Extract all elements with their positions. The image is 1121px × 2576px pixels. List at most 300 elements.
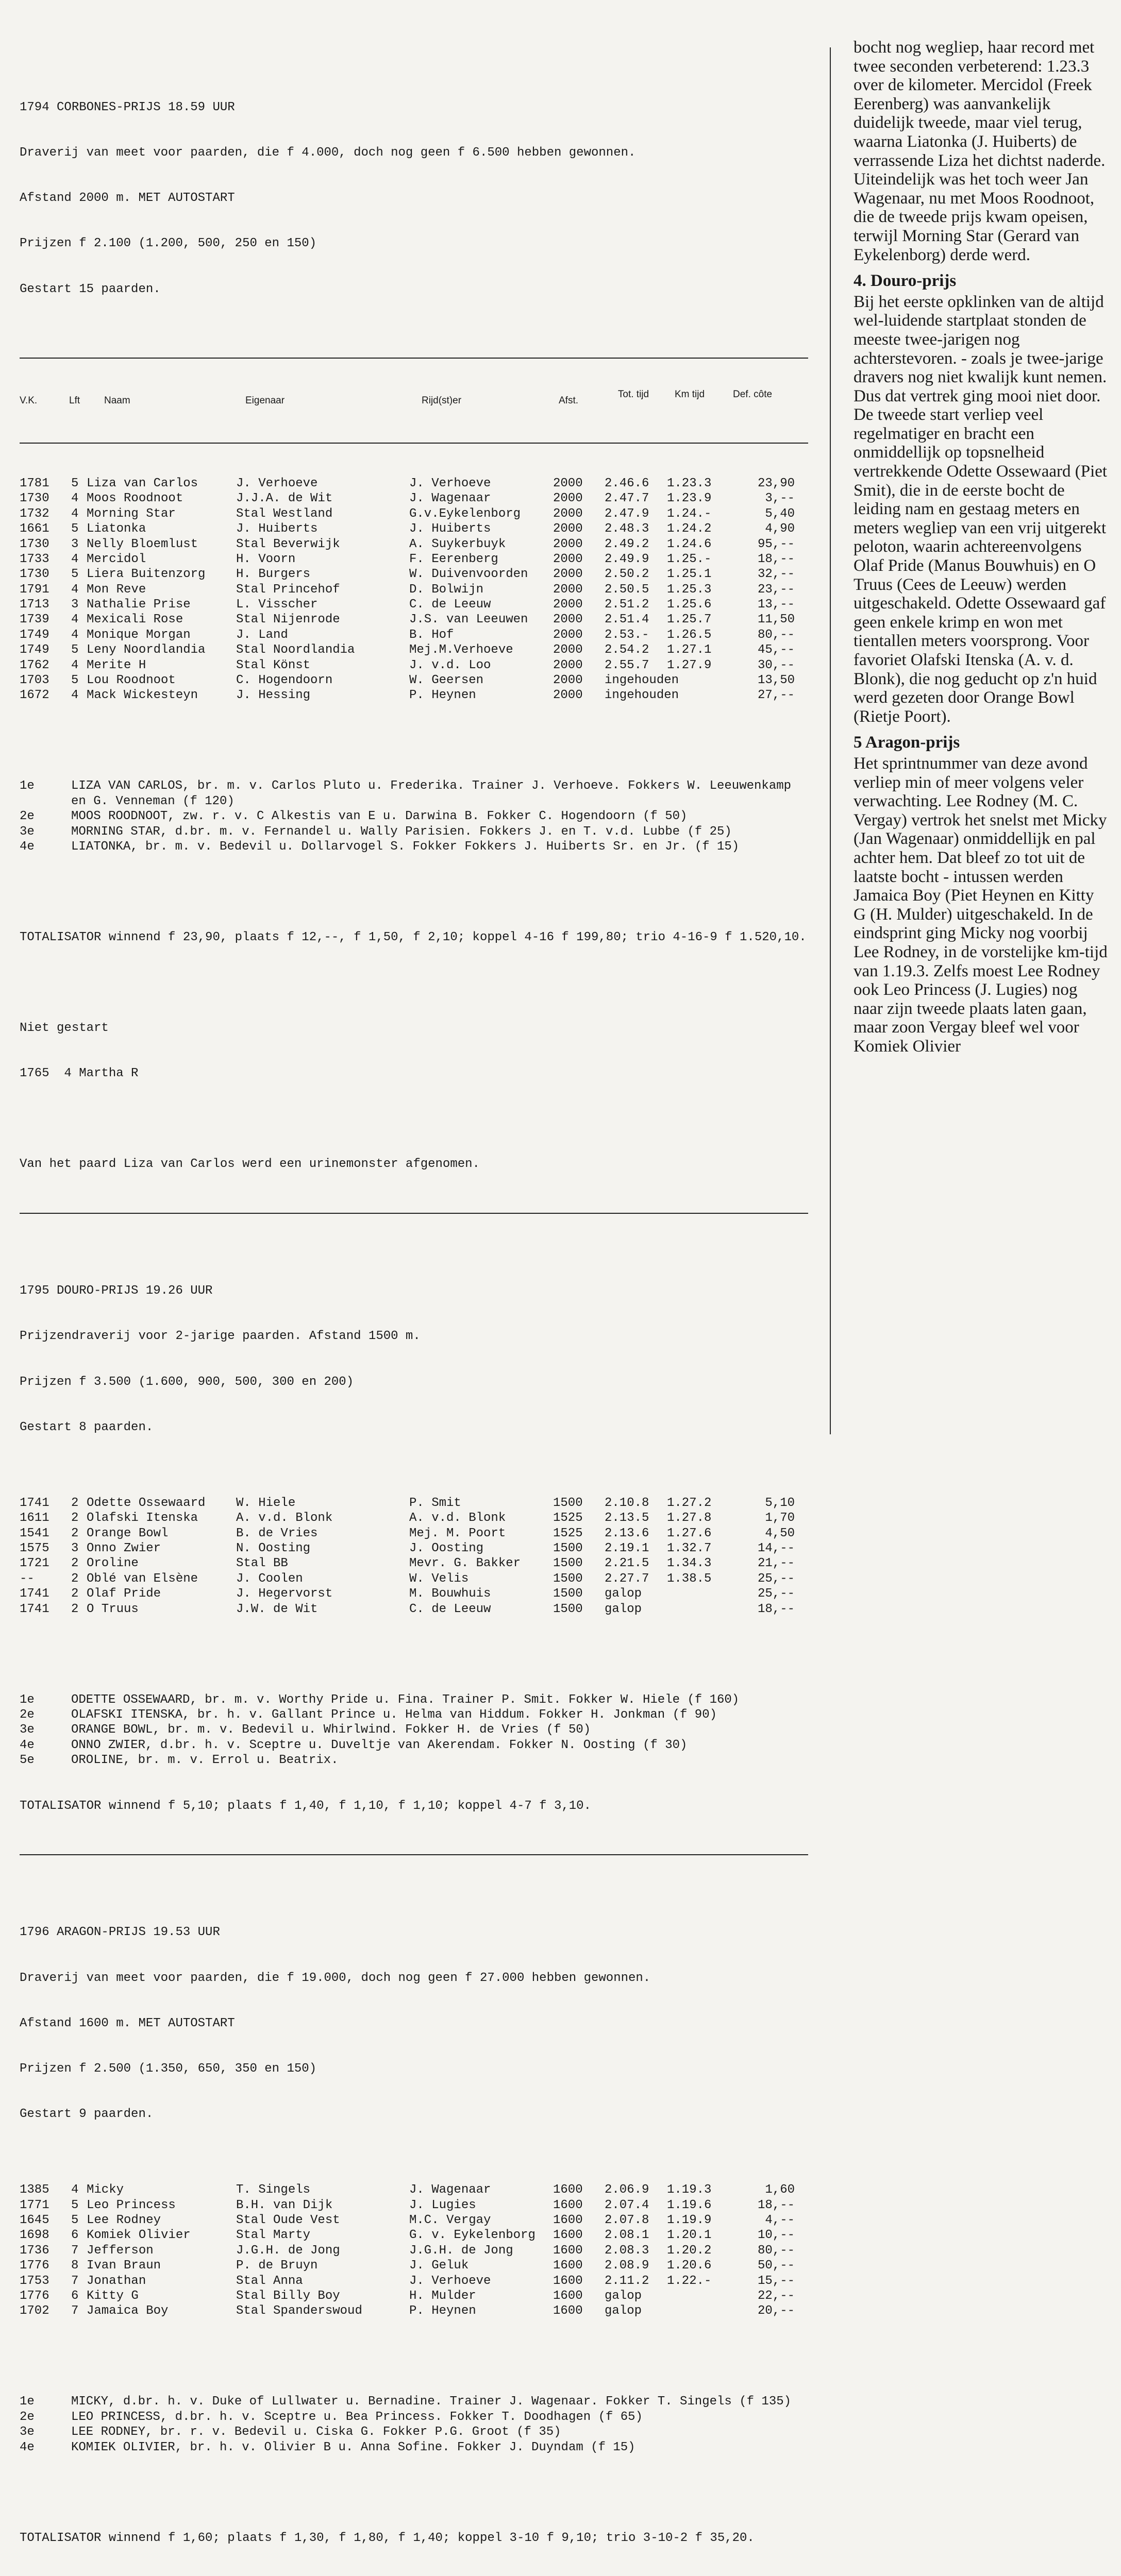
cell-vk: 1721 xyxy=(20,1556,49,1571)
cell-rijder: J.S. van Leeuwen xyxy=(409,612,528,627)
cell-naam: Jonathan xyxy=(87,2274,146,2289)
cell-km-tijd: 1.19.3 xyxy=(667,2182,711,2197)
placing-rank: 1e xyxy=(20,778,71,809)
cell-naam: Oroline xyxy=(87,1556,139,1571)
cell-tot-tijd: galop xyxy=(605,2289,642,2303)
cell-rijder: C. de Leeuw xyxy=(409,1602,491,1617)
cell-def-cote: 3,-- xyxy=(731,491,795,506)
spacer xyxy=(20,885,824,900)
results-column xyxy=(20,39,824,2576)
cell-vk: 1781 xyxy=(20,476,49,491)
cell-afst: 2000 xyxy=(553,642,583,657)
cell-afst: 1600 xyxy=(553,2303,583,2318)
placing-rank: 2e xyxy=(20,2410,71,2425)
cell-lft: 2 xyxy=(71,1602,78,1617)
cell-rijder: D. Bolwijn xyxy=(409,582,483,597)
cell-eigenaar: H. Voorn xyxy=(236,552,295,567)
cell-naam: Mack Wickesteyn xyxy=(87,688,198,703)
cell-km-tijd: 1.34.3 xyxy=(667,1556,711,1571)
cell-km-tijd: 1.27.6 xyxy=(667,1526,711,1541)
cell-rijder: G.v.Eykelenborg xyxy=(409,506,521,521)
header-rule xyxy=(20,358,808,359)
cell-afst: 1500 xyxy=(553,1602,583,1617)
cell-vk: 1741 xyxy=(20,1602,49,1617)
cell-vk: 1776 xyxy=(20,2258,49,2273)
cell-tot-tijd: 2.51.4 xyxy=(605,612,649,627)
cell-def-cote: 1,70 xyxy=(731,1511,795,1526)
cell-tot-tijd: 2.10.8 xyxy=(605,1496,649,1511)
cell-eigenaar: Stal Princehof xyxy=(236,582,340,597)
placing-rank: 5e xyxy=(20,1753,71,1768)
cell-afst: 1500 xyxy=(553,1571,583,1586)
placing-entry xyxy=(20,1738,824,1753)
cell-rijder: B. Hof xyxy=(409,628,454,642)
cell-lft: 4 xyxy=(71,612,78,627)
race-distance: Afstand 1600 m. MET AUTOSTART xyxy=(20,2016,824,2031)
race-starters: Gestart 9 paarden. xyxy=(20,2107,824,2122)
cell-def-cote: 95,-- xyxy=(731,537,795,552)
cell-km-tijd: 1.25.3 xyxy=(667,582,711,597)
table-row xyxy=(20,2198,824,2213)
cell-afst: 1600 xyxy=(553,2258,583,2273)
cell-naam: Mercidol xyxy=(87,552,146,567)
placing-description: MOOS ROODNOOT, zw. r. v. C Alkestis van E u. Darwina B. Fokker C. Hogendoorn (f 50) xyxy=(71,809,813,824)
cell-tot-tijd: 2.08.1 xyxy=(605,2228,649,2243)
race-distance: Afstand 2000 m. MET AUTOSTART xyxy=(20,191,824,206)
table-row xyxy=(20,688,824,703)
cell-tot-tijd: 2.07.4 xyxy=(605,2198,649,2213)
cell-rijder: Mevr. G. Bakker xyxy=(409,1556,521,1571)
cell-lft: 7 xyxy=(71,2243,78,2258)
col-tot-tijd: Tot. tijd xyxy=(615,389,651,400)
cell-lft: 4 xyxy=(71,582,78,597)
cell-naam: Onno Zwier xyxy=(87,1541,161,1556)
cell-eigenaar: Stal Noordlandia xyxy=(236,642,355,657)
cell-lft: 2 xyxy=(71,1496,78,1511)
cell-afst: 1525 xyxy=(553,1526,583,1541)
cell-afst: 1600 xyxy=(553,2274,583,2289)
cell-def-cote: 23,-- xyxy=(731,582,795,597)
cell-lft: 4 xyxy=(71,688,78,703)
cell-afst: 1600 xyxy=(553,2182,583,2197)
cell-vk: 1661 xyxy=(20,521,49,536)
placing-rank: 3e xyxy=(20,824,71,839)
cell-km-tijd: 1.27.9 xyxy=(667,658,711,673)
cell-rijder: G. v. Eykelenborg xyxy=(409,2228,536,2243)
placing-entry xyxy=(20,2425,824,2439)
cell-tot-tijd: 2.55.7 xyxy=(605,658,649,673)
spacer xyxy=(20,975,824,990)
placing-entry xyxy=(20,1722,824,1737)
race-note: Van het paard Liza van Carlos werd een urinemonster afgenomen. xyxy=(20,1157,824,1172)
placings-list xyxy=(20,2394,824,2455)
cell-def-cote: 10,-- xyxy=(731,2228,795,2243)
table-row xyxy=(20,2274,824,2289)
cell-eigenaar: C. Hogendoorn xyxy=(236,673,332,688)
cell-km-tijd: 1.25.- xyxy=(667,552,711,567)
cell-afst: 2000 xyxy=(553,506,583,521)
cell-naam: Liza van Carlos xyxy=(87,476,198,491)
table-row xyxy=(20,1556,824,1571)
placing-description: LIZA VAN CARLOS, br. m. v. Carlos Pluto u. Frederika. Trainer J. Verhoeve. Fokkers W. Leeuwenkamp en G. Venneman (f 120) xyxy=(71,778,813,809)
cell-def-cote: 50,-- xyxy=(731,2258,795,2273)
cell-lft: 5 xyxy=(71,2198,78,2213)
cell-eigenaar: J. Hessing xyxy=(236,688,310,703)
placing-rank: 4e xyxy=(20,1738,71,1753)
cell-rijder: J. Oosting xyxy=(409,1541,483,1556)
cell-def-cote: 32,-- xyxy=(731,567,795,582)
cell-naam: Nathalie Prise xyxy=(87,597,191,612)
cell-naam: Ivan Braun xyxy=(87,2258,161,2273)
cell-km-tijd: 1.24.- xyxy=(667,506,711,521)
cell-naam: Jamaica Boy xyxy=(87,2303,168,2318)
cell-naam: Jefferson xyxy=(87,2243,154,2258)
cell-lft: 5 xyxy=(71,521,78,536)
spacer xyxy=(20,1647,824,1662)
cell-eigenaar: Stal Nijenrode xyxy=(236,612,340,627)
placing-entry xyxy=(20,809,824,824)
cell-lft: 7 xyxy=(71,2303,78,2318)
header-rule-bottom xyxy=(20,443,808,444)
totalisator: TOTALISATOR winnend f 5,10; plaats f 1,40, f 1,10, f 1,10; koppel 4-7 f 3,10. xyxy=(20,1799,824,1814)
cell-lft: 2 xyxy=(71,1571,78,1586)
table-row xyxy=(20,2243,824,2258)
col-eigenaar: Eigenaar xyxy=(245,396,285,406)
cell-naam: Liatonka xyxy=(87,521,146,536)
placing-rank: 2e xyxy=(20,809,71,824)
cell-vk: 1739 xyxy=(20,612,49,627)
cell-afst: 2000 xyxy=(553,597,583,612)
cell-afst: 2000 xyxy=(553,476,583,491)
cell-vk: 1611 xyxy=(20,1511,49,1526)
race-conditions: Prijzendraverij voor 2-jarige paarden. Afstand 1500 m. xyxy=(20,1329,824,1344)
subheading-douro-prijs: 4. Douro-prijs xyxy=(854,272,1110,291)
cell-vk: 1385 xyxy=(20,2182,49,2197)
cell-eigenaar: T. Singels xyxy=(236,2182,310,2197)
cell-lft: 5 xyxy=(71,567,78,582)
cell-eigenaar: J. Verhoeve xyxy=(236,476,317,491)
race-prizes: Prijzen f 3.500 (1.600, 900, 500, 300 en 200) xyxy=(20,1375,824,1389)
cell-eigenaar: N. Oosting xyxy=(236,1541,310,1556)
cell-km-tijd: 1.25.1 xyxy=(667,567,711,582)
cell-vk: 1713 xyxy=(20,597,49,612)
table-row xyxy=(20,2182,824,2197)
table-row xyxy=(20,1571,824,1586)
cell-rijder: J. Verhoeve xyxy=(409,476,491,491)
cell-km-tijd: 1.32.7 xyxy=(667,1541,711,1556)
cell-afst: 1500 xyxy=(553,1586,583,1601)
race-header xyxy=(20,1253,824,1465)
cell-lft: 5 xyxy=(71,476,78,491)
cell-tot-tijd: ingehouden xyxy=(605,673,679,688)
placing-entry xyxy=(20,1753,824,1768)
cell-eigenaar: Stal Marty xyxy=(236,2228,310,2243)
cell-afst: 1600 xyxy=(553,2228,583,2243)
cell-eigenaar: J. Hegervorst xyxy=(236,1586,332,1601)
cell-vk: 1575 xyxy=(20,1541,49,1556)
cell-afst: 2000 xyxy=(553,688,583,703)
placing-rank: 3e xyxy=(20,1722,71,1737)
cell-afst: 2000 xyxy=(553,673,583,688)
cell-km-tijd: 1.23.3 xyxy=(667,476,711,491)
cell-tot-tijd: 2.54.2 xyxy=(605,642,649,657)
cell-vk: 1741 xyxy=(20,1496,49,1511)
cell-def-cote: 27,-- xyxy=(731,688,795,703)
cell-tot-tijd: 2.13.6 xyxy=(605,1526,649,1541)
col-afst: Afst. xyxy=(559,396,578,406)
subheading-aragon-prijs: 5 Aragon-prijs xyxy=(854,733,1110,752)
cell-lft: 3 xyxy=(71,597,78,612)
cell-eigenaar: J.W. de Wit xyxy=(236,1602,317,1617)
cell-lft: 4 xyxy=(71,2182,78,2197)
cell-vk: -- xyxy=(20,1571,35,1586)
cell-km-tijd: 1.27.1 xyxy=(667,642,711,657)
cell-km-tijd: 1.22.- xyxy=(667,2274,711,2289)
article-paragraph: Het sprintnummer van deze avond verliep min of meer volgens veler verwachting. Lee Rodney (M. C. Vergay) vertrok het snelst met Micky (Jan Wagenaar) onmiddellijk en pal achter hem. Dat bleef zo tot uit de laatste bocht - intussen werden Jamaica Boy (Piet Heynen en Kitty G (H. Mulder) uitgeschakeld. In de eindsprint ging Micky nog voorbij Lee Rodney, in de vorstelijke km-tijd van 1.19.3. Zelfs moest Lee Rodney ook Leo Princess (J. Lugies) nog naar zijn tweede plaats laten gaan, maar zoon Vergay bleef wel voor Komiek Olivier xyxy=(854,754,1110,1056)
placing-description: OLAFSKI ITENSKA, br. h. v. Gallant Prince u. Helma van Hiddum. Fokker H. Jonkman (f 90) xyxy=(71,1707,813,1722)
cell-tot-tijd: 2.47.7 xyxy=(605,491,649,506)
table-row xyxy=(20,658,824,673)
race-douro-prijs xyxy=(20,1223,824,1844)
placing-description: ORANGE BOWL, br. m. v. Bedevil u. Whirlwind. Fokker H. de Vries (f 50) xyxy=(71,1722,813,1737)
cell-eigenaar: Stal Oude Vest xyxy=(236,2213,340,2228)
cell-vk: 1730 xyxy=(20,537,49,552)
cell-eigenaar: Stal Beverwijk xyxy=(236,537,340,552)
cell-rijder: A. Suykerbuyk xyxy=(409,537,506,552)
table-row xyxy=(20,582,824,597)
cell-naam: Liera Buitenzorg xyxy=(87,567,205,582)
spacer xyxy=(20,2485,824,2500)
cell-naam: Leo Princess xyxy=(87,2198,176,2213)
cell-naam: Lee Rodney xyxy=(87,2213,161,2228)
placing-rank: 1e xyxy=(20,1692,71,1707)
cell-def-cote: 18,-- xyxy=(731,552,795,567)
table-row xyxy=(20,1586,824,1601)
cell-afst: 2000 xyxy=(553,552,583,567)
cell-def-cote: 14,-- xyxy=(731,1541,795,1556)
placings-list xyxy=(20,1692,824,1768)
table-row xyxy=(20,628,824,642)
cell-naam: Kitty G xyxy=(87,2289,139,2303)
cell-tot-tijd: 2.51.2 xyxy=(605,597,649,612)
cell-lft: 5 xyxy=(71,2213,78,2228)
cell-rijder: J. Wagenaar xyxy=(409,491,491,506)
table-row xyxy=(20,521,824,536)
cell-tot-tijd: 2.50.2 xyxy=(605,567,649,582)
cell-km-tijd: 1.25.6 xyxy=(667,597,711,612)
cell-vk: 1762 xyxy=(20,658,49,673)
cell-eigenaar: L. Visscher xyxy=(236,597,317,612)
placing-description: LIATONKA, br. m. v. Bedevil u. Dollarvogel S. Fokker Fokkers J. Huiberts Sr. en Jr. (f 15) xyxy=(71,839,813,854)
results-table xyxy=(20,2182,824,2319)
cell-afst: 1500 xyxy=(553,1556,583,1571)
cell-vk: 1703 xyxy=(20,673,49,688)
cell-lft: 2 xyxy=(71,1526,78,1541)
cell-tot-tijd: 2.07.8 xyxy=(605,2213,649,2228)
race-prizes: Prijzen f 2.500 (1.350, 650, 350 en 150) xyxy=(20,2061,824,2076)
cell-vk: 1791 xyxy=(20,582,49,597)
cell-km-tijd: 1.25.7 xyxy=(667,612,711,627)
placing-description: LEE RODNEY, br. r. v. Bedevil u. Ciska G. Fokker P.G. Groot (f 35) xyxy=(71,2425,813,2439)
cell-rijder: J.G.H. de Jong xyxy=(409,2243,513,2258)
cell-lft: 6 xyxy=(71,2228,78,2243)
table-row xyxy=(20,2289,824,2303)
cell-tot-tijd: 2.46.6 xyxy=(605,476,649,491)
table-row xyxy=(20,2258,824,2273)
cell-rijder: H. Mulder xyxy=(409,2289,476,2303)
placing-description: LEO PRINCESS, d.br. h. v. Sceptre u. Bea Princess. Fokker T. Doodhagen (f 65) xyxy=(71,2410,813,2425)
cell-def-cote: 11,50 xyxy=(731,612,795,627)
cell-naam: Morning Star xyxy=(87,506,176,521)
cell-lft: 8 xyxy=(71,2258,78,2273)
cell-def-cote: 4,-- xyxy=(731,2213,795,2228)
race-corbones-prijs xyxy=(20,39,824,1202)
placing-description: KOMIEK OLIVIER, br. h. v. Olivier B u. Anna Sofine. Fokker J. Duyndam (f 15) xyxy=(71,2440,813,2455)
article-paragraph: Bij het eerste opklinken van de altijd wel-luidende startplaat stonden de meeste twee-jarigen nog achterstevoren. - zoals je twee-jarige dravers nog niet kwalijk kunt nemen. Dus dat vertrek ging mooi niet door. De tweede start verliep veel regelmatiger en bracht een onmiddellijk op topsnelheid vertrekkende Odette Ossewaard (Piet Smit), die in de eerste bocht de leiding nam en gestaag meters en meters wegliep van een vrij uitgerekt peloton, waarin achtereenvolgens Olaf Pride (Manus Bouwhuis) en O Truus (Cees de Leeuw) werden uitgeschakeld. Odette Ossewaard gaf geen enkele krimp en won met tientallen meters voorsprong. Voor favoriet Olafski Itenska (A. v. d. Blonk), die nog geducht op z'n huid werd gezeten door Orange Bowl (Rietje Poort). xyxy=(854,293,1110,726)
cell-rijder: J. Wagenaar xyxy=(409,2182,491,2197)
race-title: 1794 CORBONES-PRIJS 18.59 UUR xyxy=(20,100,824,115)
cell-def-cote: 1,60 xyxy=(731,2182,795,2197)
cell-vk: 1645 xyxy=(20,2213,49,2228)
table-row xyxy=(20,567,824,582)
placing-description: MORNING STAR, d.br. m. v. Fernandel u. Wally Parisien. Fokkers J. en T. v.d. Lubbe (f 25) xyxy=(71,824,813,839)
article-paragraph: bocht nog wegliep, haar record met twee seconden verbeterend: 1.23.3 over de kilometer. Mercidol (Freek Eerenberg) was aanvankelijk duidelijk tweede, maar viel terug, waarna Liatonka (J. Huiberts) de verrassende Liza het dichtst naderde. Uiteindelijk was het toch weer Jan Wagenaar, nu met Moos Roodnoot, die de tweede prijs kwam opeisen, terwijl Morning Star (Gerard van Eykelenborg) derde werd. xyxy=(854,38,1110,264)
race-conditions: Draverij van meet voor paarden, die f 4.000, doch nog geen f 6.500 hebben gewonnen. xyxy=(20,145,824,160)
cell-def-cote: 80,-- xyxy=(731,628,795,642)
column-headers xyxy=(20,388,824,412)
cell-naam: Orange Bowl xyxy=(87,1526,168,1541)
cell-afst: 2000 xyxy=(553,521,583,536)
cell-afst: 2000 xyxy=(553,567,583,582)
col-def-cote: Def. côte xyxy=(733,389,769,400)
cell-naam: Nelly Bloemlust xyxy=(87,537,198,552)
placing-entry xyxy=(20,2394,824,2409)
table-row xyxy=(20,642,824,657)
cell-def-cote: 13,50 xyxy=(731,673,795,688)
race-title: 1796 ARAGON-PRIJS 19.53 UUR xyxy=(20,1925,824,1940)
totalisator: TOTALISATOR winnend f 23,90, plaats f 12,--, f 1,50, f 2,10; koppel 4-16 f 199,80; trio 4-16-9 f 1.520,10. xyxy=(20,930,824,945)
cell-rijder: F. Eerenberg xyxy=(409,552,498,567)
cell-def-cote: 5,10 xyxy=(731,1496,795,1511)
cell-tot-tijd: 2.27.7 xyxy=(605,1571,649,1586)
cell-def-cote: 21,-- xyxy=(731,1556,795,1571)
cell-tot-tijd: 2.49.9 xyxy=(605,552,649,567)
cell-vk: 1749 xyxy=(20,628,49,642)
cell-def-cote: 25,-- xyxy=(731,1586,795,1601)
cell-naam: Oblé van Elsène xyxy=(87,1571,198,1586)
cell-vk: 1541 xyxy=(20,1526,49,1541)
cell-rijder: J. Huiberts xyxy=(409,521,491,536)
placing-entry xyxy=(20,1692,824,1707)
cell-afst: 2000 xyxy=(553,658,583,673)
cell-rijder: W. Velis xyxy=(409,1571,469,1586)
cell-tot-tijd: 2.47.9 xyxy=(605,506,649,521)
cell-lft: 7 xyxy=(71,2274,78,2289)
cell-lft: 2 xyxy=(71,1586,78,1601)
cell-rijder: P. Heynen xyxy=(409,2303,476,2318)
cell-naam: Odette Ossewaard xyxy=(87,1496,205,1511)
race-header xyxy=(20,1895,824,2153)
cell-rijder: M. Bouwhuis xyxy=(409,1586,491,1601)
cell-eigenaar: J. Huiberts xyxy=(236,521,317,536)
table-row xyxy=(20,506,824,521)
cell-eigenaar: B.H. van Dijk xyxy=(236,2198,332,2213)
placing-rank: 3e xyxy=(20,2425,71,2439)
cell-eigenaar: Stal Könst xyxy=(236,658,310,673)
cell-def-cote: 80,-- xyxy=(731,2243,795,2258)
totalisator: TOTALISATOR winnend f 1,60; plaats f 1,30, f 1,80, f 1,40; koppel 3-10 f 9,10; trio 3-10-2 f 35,20. xyxy=(20,2531,824,2546)
table-row xyxy=(20,552,824,567)
cell-afst: 1500 xyxy=(553,1541,583,1556)
race-aragon-prijs xyxy=(20,1865,824,2576)
cell-lft: 4 xyxy=(71,491,78,506)
cell-def-cote: 20,-- xyxy=(731,2303,795,2318)
results-table xyxy=(20,1496,824,1617)
cell-naam: Moos Roodnoot xyxy=(87,491,183,506)
cell-km-tijd: 1.38.5 xyxy=(667,1571,711,1586)
col-vk: V.K. xyxy=(20,396,37,406)
spacer xyxy=(20,1112,824,1127)
section-divider xyxy=(20,1854,808,1855)
placing-description: OROLINE, br. m. v. Errol u. Beatrix. xyxy=(71,1753,813,1768)
cell-naam: Mon Reve xyxy=(87,582,146,597)
cell-km-tijd: 1.20.1 xyxy=(667,2228,711,2243)
placing-rank: 4e xyxy=(20,839,71,854)
cell-lft: 4 xyxy=(71,552,78,567)
cell-km-tijd: 1.24.6 xyxy=(667,537,711,552)
cell-afst: 2000 xyxy=(553,582,583,597)
cell-tot-tijd: ingehouden xyxy=(605,688,679,703)
cell-vk: 1776 xyxy=(20,2289,49,2303)
cell-def-cote: 13,-- xyxy=(731,597,795,612)
cell-afst: 2000 xyxy=(553,537,583,552)
niet-gestart-label: Niet gestart xyxy=(20,1021,824,1036)
placing-rank: 4e xyxy=(20,2440,71,2455)
cell-def-cote: 4,50 xyxy=(731,1526,795,1541)
cell-rijder: W. Duivenvoorden xyxy=(409,567,528,582)
cell-eigenaar: Stal Spanderswoud xyxy=(236,2303,362,2318)
niet-gestart-entry: 1765 4 Martha R xyxy=(20,1066,824,1081)
cell-eigenaar: J.G.H. de Jong xyxy=(236,2243,340,2258)
placing-entry xyxy=(20,778,824,809)
results-table xyxy=(20,476,824,703)
cell-afst: 2000 xyxy=(553,612,583,627)
cell-km-tijd: 1.19.6 xyxy=(667,2198,711,2213)
cell-tot-tijd: 2.53.- xyxy=(605,628,649,642)
cell-afst: 1525 xyxy=(553,1511,583,1526)
cell-eigenaar: B. de Vries xyxy=(236,1526,317,1541)
cell-vk: 1736 xyxy=(20,2243,49,2258)
cell-vk: 1730 xyxy=(20,567,49,582)
cell-naam: Micky xyxy=(87,2182,124,2197)
cell-eigenaar: J. Coolen xyxy=(236,1571,303,1586)
cell-vk: 1753 xyxy=(20,2274,49,2289)
cell-naam: Olafski Itenska xyxy=(87,1511,198,1526)
cell-naam: Monique Morgan xyxy=(87,628,191,642)
placing-rank: 2e xyxy=(20,1707,71,1722)
cell-lft: 2 xyxy=(71,1511,78,1526)
cell-rijder: A. v.d. Blonk xyxy=(409,1511,506,1526)
cell-vk: 1730 xyxy=(20,491,49,506)
cell-km-tijd: 1.20.2 xyxy=(667,2243,711,2258)
cell-tot-tijd: 2.50.5 xyxy=(605,582,649,597)
spacer xyxy=(20,2349,824,2364)
cell-tot-tijd: 2.08.9 xyxy=(605,2258,649,2273)
cell-vk: 1733 xyxy=(20,552,49,567)
cell-naam: Komiek Olivier xyxy=(87,2228,191,2243)
cell-tot-tijd: 2.19.1 xyxy=(605,1541,649,1556)
placings-list xyxy=(20,778,824,854)
